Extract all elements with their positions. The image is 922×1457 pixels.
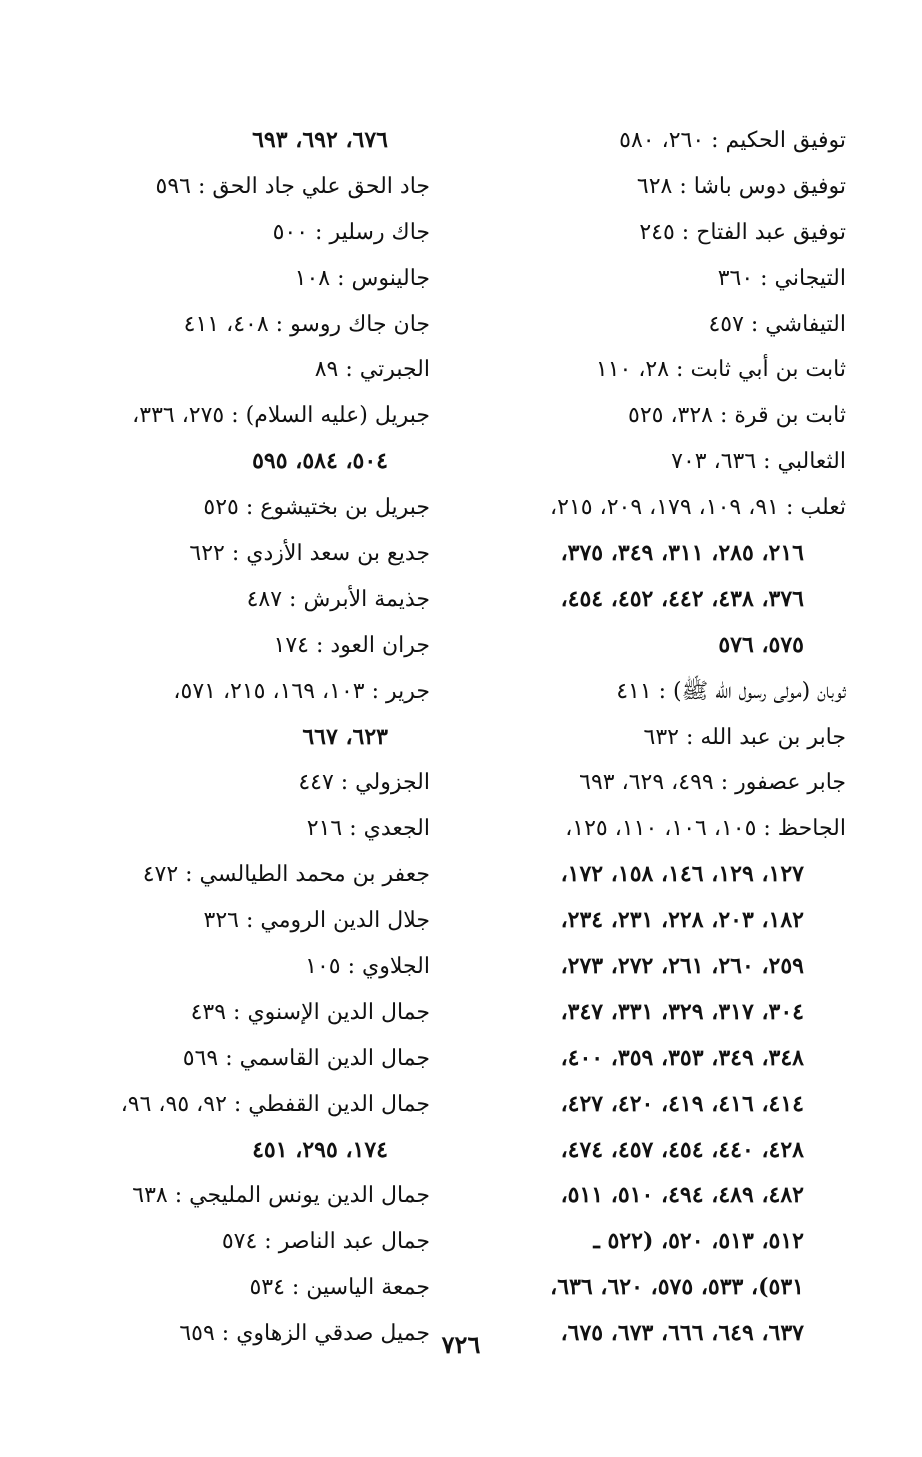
index-entry-continuation: ٣٠٤، ٣١٧، ٣٢٩، ٣٣١، ٣٤٧، xyxy=(560,998,804,1025)
index-entry-continuation: ٣٤٨، ٣٤٩، ٣٥٣، ٣٥٩، ٤٠٠، xyxy=(560,1044,804,1071)
index-entry: التيجاني : ٣٦٠ xyxy=(717,265,846,291)
index-entry: الثعالبي : ٦٣٦، ٧٠٣ xyxy=(671,449,846,475)
index-entry: جرير : ١٠٣، ١٦٩، ٢١٥، ٥٧١، xyxy=(173,678,430,704)
index-entry: جمال الدين يونس المليجي : ٦٣٨ xyxy=(132,1183,430,1209)
index-entry: الجبرتي : ٨٩ xyxy=(314,357,430,383)
index-entry: الجزولي : ٤٤٧ xyxy=(298,770,430,796)
index-entry-continuation: ٤١٤، ٤١٦، ٤١٩، ٤٢٠، ٤٢٧، xyxy=(560,1090,804,1117)
index-entry-continuation: ٥٠٤، ٥٨٤، ٥٩٥ xyxy=(252,448,388,475)
index-entry-continuation: ٢٥٩، ٢٦٠، ٢٦١، ٢٧٢، ٢٧٣، xyxy=(560,953,804,980)
index-entry: توفيق عبد الفتاح : ٢٤٥ xyxy=(639,219,846,245)
index-entry: ثابت بن قرة : ٣٢٨، ٥٢٥ xyxy=(628,403,846,429)
index-entry-continuation: ٦٧٦، ٦٩٢، ٦٩٣ xyxy=(252,127,388,153)
index-entry: ثابت بن أبي ثابت : ٢٨، ١١٠ xyxy=(595,357,846,383)
page-number: ٧٢٦ xyxy=(441,1330,481,1359)
index-entry: جمال الدين القفطي : ٩٢، ٩٥، ٩٦، xyxy=(120,1091,430,1117)
index-entry: ثوبان (مولى رسول الله ﷺ) : ٤١١ xyxy=(616,678,846,704)
index-entry: جمعة الياسين : ٥٣٤ xyxy=(249,1275,430,1301)
index-entry-continuation: ٥١٢، ٥١٣، ٥٢٠، (٥٢٢ ـ xyxy=(593,1228,804,1255)
index-entry: الجلاوي : ١٠٥ xyxy=(305,954,430,980)
index-entry: جاك رسلير : ٥٠٠ xyxy=(272,219,430,245)
index-entry: جذيمة الأبرش : ٤٨٧ xyxy=(246,586,430,612)
index-entry: توفيق الحكيم : ٢٦٠، ٥٨٠ xyxy=(619,128,846,153)
index-entry-continuation: ٦٣٧، ٦٤٩، ٦٦٦، ٦٧٣، ٦٧٥، xyxy=(560,1320,804,1347)
index-entry-continuation: ٤٨٢، ٤٨٩، ٤٩٤، ٥١٠، ٥١١، xyxy=(560,1182,804,1209)
index-entry-continuation: ١٧٤، ٢٩٥، ٤٥١ xyxy=(252,1136,388,1163)
index-entry: جالينوس : ١٠٨ xyxy=(294,265,430,291)
index-entry-continuation: ٦٢٣، ٦٦٧ xyxy=(302,723,388,750)
index-entry-continuation: ١٢٧، ١٢٩، ١٤٦، ١٥٨، ١٧٢، xyxy=(560,861,804,888)
index-column-left xyxy=(45,118,430,1357)
index-entry-continuation: ٢١٦، ٢٨٥، ٣١١، ٣٤٩، ٣٧٥، xyxy=(560,540,804,567)
index-entry: جان جاك روسو : ٤٠٨، ٤١١ xyxy=(183,311,430,337)
index-entry: الجاحظ : ١٠٥، ١٠٦، ١١٠، ١٢٥، xyxy=(565,816,846,842)
index-entry: جران العود : ١٧٤ xyxy=(273,632,430,658)
index-entry-continuation: ٤٢٨، ٤٤٠، ٤٥٤، ٤٥٧، ٤٧٤، xyxy=(560,1136,804,1163)
index-entry: التيفاشي : ٤٥٧ xyxy=(708,311,846,337)
index-entry-continuation: ٣٧٦، ٤٣٨، ٤٤٢، ٤٥٢، ٤٥٤، xyxy=(560,585,804,612)
index-entry: جمال الدين الإسنوي : ٤٣٩ xyxy=(190,999,430,1025)
index-entry: جديع بن سعد الأزدي : ٦٢٢ xyxy=(189,541,430,567)
index-entry: الجعدي : ٢١٦ xyxy=(306,816,430,842)
index-entry: جميل صدقي الزهاوي : ٦٥٩ xyxy=(179,1321,430,1347)
index-entry-continuation: ٥٧٥، ٥٧٦ xyxy=(718,631,804,658)
index-entry: جمال الدين القاسمي : ٥٦٩ xyxy=(182,1045,430,1071)
index-entry: ثعلب : ٩١، ١٠٩، ١٧٩، ٢٠٩، ٢١٥، xyxy=(550,495,846,521)
index-column-right xyxy=(466,118,846,1357)
index-entry: جابر عصفور : ٤٩٩، ٦٢٩، ٦٩٣ xyxy=(579,770,846,796)
index-entry: توفيق دوس باشا : ٦٢٨ xyxy=(636,173,846,199)
index-entry: جبريل (عليه السلام) : ٢٧٥، ٣٣٦، xyxy=(132,403,430,429)
index-entry-continuation: ١٨٢، ٢٠٣، ٢٢٨، ٢٣١، ٢٣٤، xyxy=(560,907,804,934)
index-entry: جبريل بن بختيشوع : ٥٢٥ xyxy=(203,495,430,521)
index-entry: جمال عبد الناصر : ٥٧٤ xyxy=(221,1229,430,1255)
index-entry: جاد الحق علي جاد الحق : ٥٩٦ xyxy=(155,173,430,199)
index-entry: جابر بن عبد الله : ٦٣٢ xyxy=(643,724,846,750)
index-entry: جلال الدين الرومي : ٣٢٦ xyxy=(203,908,430,934)
index-entry-continuation: ٥٣١)، ٥٣٣، ٥٧٥، ٦٢٠، ٦٣٦، xyxy=(550,1274,804,1301)
index-entry: جعفر بن محمد الطيالسي : ٤٧٢ xyxy=(142,862,430,888)
